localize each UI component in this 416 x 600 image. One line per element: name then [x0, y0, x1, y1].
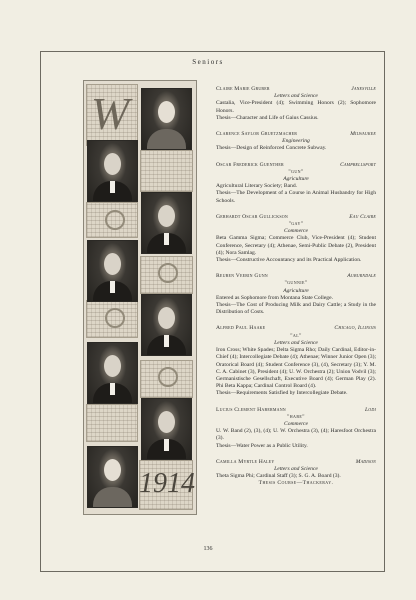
- senior-activities: Castalia, Vice-President (4); Swimming Honors (2); Sophomore Honors.: [216, 100, 376, 114]
- senior-name: Oscar Frederick Guenther: [216, 161, 284, 168]
- page-number: 136: [203, 546, 213, 552]
- senior-town: Eau Claire: [349, 213, 376, 220]
- senior-entry: [216, 131, 376, 153]
- senior-activities: Entered as Sophomore from Montana State College.: [216, 294, 333, 301]
- senior-college: Letters and Science: [274, 339, 318, 346]
- senior-activities: Theta Sigma Phi; Cardinal Staff (3); S. G. A. Board (3).: [216, 473, 341, 480]
- year-plate-text: 1914: [139, 468, 195, 499]
- senior-thesis: Thesis—Design of Reinforced Concrete Subway.: [216, 145, 327, 152]
- senior-town: Chicago, Illinois: [334, 325, 376, 332]
- portrait-photo: [87, 446, 138, 508]
- senior-entry: [216, 214, 376, 264]
- ornament-icon: [158, 263, 178, 283]
- senior-entry: [216, 86, 376, 122]
- senior-nickname: "gay": [288, 221, 304, 228]
- senior-college: Letters and Science: [274, 93, 318, 100]
- senior-nickname: "gun": [288, 168, 304, 175]
- senior-nickname: "al": [290, 332, 302, 339]
- senior-name: Gerhardt Oscar Gullickson: [216, 213, 288, 220]
- senior-town: Janesville: [351, 86, 376, 92]
- senior-name: Alfred Paul Haake: [216, 325, 266, 332]
- portrait-photo: [87, 342, 138, 404]
- initial-letter: W: [90, 88, 130, 139]
- senior-name: Lucius Clement Habermann: [216, 406, 286, 413]
- senior-nickname: "gunnie": [284, 280, 308, 287]
- senior-name: Camilla Myrtle Haley: [216, 458, 275, 465]
- senior-thesis: Thesis—Requirements Satisfied by Intercollegiate Debate.: [216, 390, 348, 397]
- senior-name: Claire Marie Gruber: [216, 86, 270, 92]
- senior-thesis: Thesis—Constructive Accountancy and its Practical Application.: [216, 257, 362, 264]
- portrait-photo: [87, 140, 138, 202]
- senior-college: Commerce: [283, 228, 309, 235]
- portrait-photo: [141, 294, 192, 356]
- ornament-icon: [105, 308, 125, 328]
- senior-name: Reuben Veerin Gunn: [216, 273, 268, 280]
- senior-town: Auburndale: [347, 273, 376, 280]
- portrait-photo: [141, 192, 192, 254]
- ornament-icon: [158, 367, 178, 387]
- portrait-photo: [141, 88, 192, 150]
- senior-college: Agriculture: [283, 287, 309, 294]
- portrait-photo: [87, 240, 138, 302]
- ornamental-panel: [140, 150, 193, 192]
- ornament-icon: [105, 210, 125, 230]
- senior-entry: [216, 459, 376, 488]
- senior-activities: Agricultural Literary Society; Band.: [216, 183, 298, 190]
- portrait-photo: [141, 398, 192, 460]
- senior-entry: [216, 325, 376, 397]
- senior-thesis: Thesis—The Cost of Producing Milk and Dairy Cattle; a Study in the Distribution of Costs.: [216, 302, 376, 316]
- senior-thesis: Thesis—Character and Life of Gaius Cassius.: [216, 114, 319, 121]
- senior-entry: [216, 273, 376, 316]
- page-header: Seniors: [192, 58, 224, 66]
- senior-college: Letters and Science: [274, 465, 318, 472]
- senior-thesis: Thesis—Water Power as a Public Utility.: [216, 442, 308, 449]
- senior-entries: [216, 86, 376, 497]
- senior-entry: [216, 162, 376, 205]
- senior-town: Lodi: [364, 406, 376, 413]
- ornamental-panel: [86, 404, 138, 442]
- senior-town: Campbellsport: [340, 161, 376, 168]
- senior-activities: U. W. Band (2), (3), (4); U. W. Orchestra (3), (4); Haresfoot Orchestra (3).: [216, 428, 376, 442]
- senior-name: Clarence Saylor Gruetzmacher: [216, 131, 298, 138]
- senior-college: Commerce: [283, 420, 309, 427]
- senior-college: Agriculture: [283, 176, 309, 183]
- senior-nickname: "habe": [287, 413, 305, 420]
- senior-thesis: Thesis—The Development of a Course in Animal Husbandry for High Schools.: [216, 190, 376, 204]
- senior-town: Madison: [355, 458, 376, 465]
- senior-thesis: Thesis Course—Thackeray.: [258, 480, 334, 487]
- senior-college: Engineering: [282, 138, 310, 145]
- senior-activities: Beta Gamma Sigma; Commerce Club, Vice-President (4); Student Conference, Secretary (4); Athenae, Semi-Public Debate (2), President (4); Nora Samlag.: [216, 235, 376, 256]
- senior-town: Milwaukee: [350, 131, 376, 138]
- senior-activities: Iron Cross; White Spades; Delta Sigma Rho; Daily Cardinal, Editor-in-Chief (4); Intercollegiate Debate (4); Athenae; Winner Junior Open (3); Oratorical Board (4); Student Conference (3), (4), Secretary (3); Y. M. C. A. Cabinet (3), President (4); U. W. Orchestra (2); Union Vodvil (3); Germanistische Gesellschaft, Executive Board (4); German Play (2). Phi Beta Kappa; Cardinal Control Board (4).: [216, 347, 376, 390]
- senior-entry: [216, 407, 376, 450]
